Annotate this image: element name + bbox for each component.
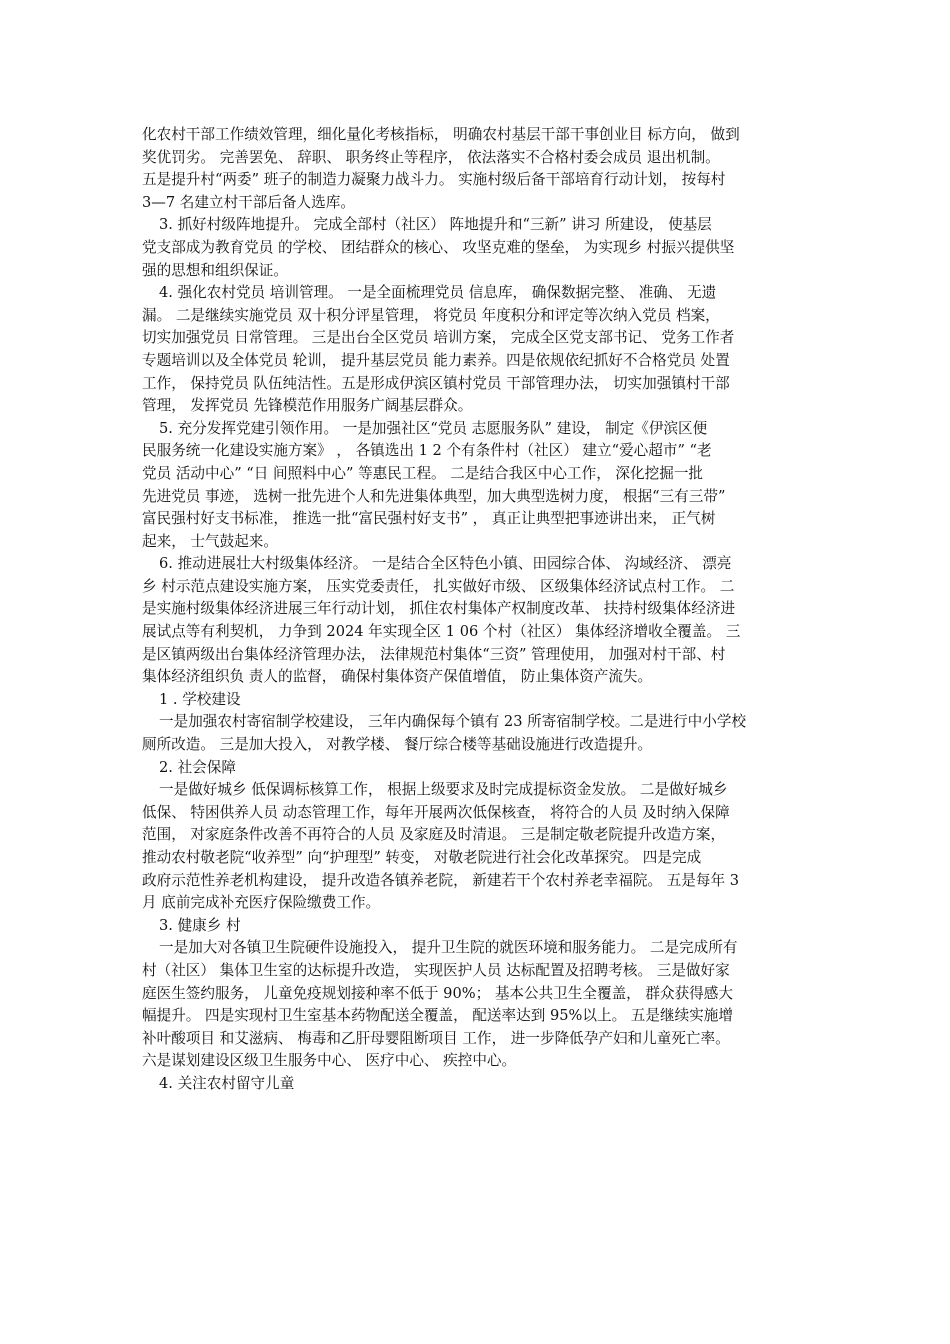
text-line: 强的思想和组织保证。 bbox=[142, 261, 288, 279]
text-line: 6. 推动进展壮大村级集体经济。 一是结合全区特色小镇、田园综合体、 沟域经济、 漂亮 bbox=[159, 555, 732, 573]
text-line: 2. 社会保障 bbox=[159, 758, 236, 776]
text-line: 3. 抓好村级阵地提升。 完成全部村（社区） 阵地提升和“三新” 讲习 所建设， 使基层 bbox=[159, 216, 712, 234]
text-line: 补叶酸项目 和艾滋病、 梅毒和乙肝母婴阻断项目 工作， 进一步降低孕产妇和儿童死亡率。 bbox=[142, 1029, 730, 1047]
text-line: 推动农村敬老院“收养型” 向“护理型” 转变， 对敬老院进行社会化改革探究。 四是完成 bbox=[142, 849, 702, 866]
text-line: 幅提升。 四是实现村卫生室基本药物配送全覆盖， 配送率达到 95%以上。 五是继续实施增 bbox=[142, 1007, 733, 1025]
text-line: 党员 活动中心” “日 间照料中心” 等惠民工程。 二是结合我区中心工作， 深化挖掘一批 bbox=[142, 464, 704, 482]
text-line: 5. 充分发挥党建引领作用。 一是加强社区“党员 志愿服务队” 建设， 制定《伊滨区便 bbox=[159, 419, 708, 437]
text-line: 4. 关注农村留守儿童 bbox=[159, 1074, 295, 1092]
text-line: 4. 强化农村党员 培训管理。 一是全面梳理党员 信息库， 确保数据完整、 准确、 无遗 bbox=[159, 284, 717, 302]
text-line: 集体经济组织负 责人的监督， 确保村集体资产保值增值， 防止集体资产流失。 bbox=[142, 668, 653, 686]
text-line: 化农村干部工作绩效管理，细化量化考核指标， 明确农村基层干部干事创业目 标方向， 做到 bbox=[142, 126, 740, 143]
text-line: 村（社区） 集体卫生室的达标提升改造， 实现医护人员 达标配置及招聘考核。 三是做好家 bbox=[142, 961, 730, 979]
text-line: 政府示范性养老机构建设， 提升改造各镇养老院， 新建若干个农村养老幸福院。 五是每年 3 bbox=[142, 871, 740, 889]
text-line: 起来， 士气鼓起来。 bbox=[142, 532, 278, 550]
text-line: 先进党员 事迹， 选树一批先进个人和先进集体典型，加大典型选树力度， 根据“三有三带” bbox=[142, 487, 726, 505]
text-line: 专题培训以及全体党员 轮训， 提升基层党员 能力素养。四是依规依纪抓好不合格党员 处置 bbox=[142, 351, 730, 369]
text-line: 是区镇两级出台集体经济管理办法， 法律规范村集体“三资” 管理使用， 加强对村干部、村 bbox=[142, 645, 726, 663]
text-line: 庭医生签约服务， 儿童免疫规划接种率不低于 90%； 基本公共卫生全覆盖， 群众获得感大 bbox=[142, 984, 733, 1002]
text-line: 是实施村级集体经济进展三年行动计划， 抓住农村集体产权制度改革、 扶持村级集体经济进 bbox=[142, 600, 736, 618]
text-line: 一是做好城乡 低保调标核算工作， 根据上级要求及时完成提标资金发放。 二是做好城乡 bbox=[159, 781, 728, 799]
text-line: 展试点等有利契机， 力争到 2024 年实现全区 1 06 个村（社区） 集体经济增收全覆盖。 三 bbox=[142, 623, 741, 641]
text-line: 民服务统一化建设实施方案》 ， 各镇选出 1 2 个有条件村（社区） 建立“爱心超市” “老 bbox=[142, 442, 712, 460]
text-line: 工作， 保持党员 队伍纯洁性。五是形成伊滨区镇村党员 干部管理办法， 切实加强镇村干部 bbox=[142, 374, 730, 392]
text-line: 一是加强农村寄宿制学校建设， 三年内确保每个镇有 23 所寄宿制学校。二是进行中小学校 bbox=[159, 713, 747, 731]
text-line: 一是加大对各镇卫生院硬件设施投入， 提升卫生院的就医环境和服务能力。 二是完成所有 bbox=[159, 939, 738, 957]
text-line: 六是谋划建设区级卫生服务中心、 医疗中心、 疾控中心。 bbox=[142, 1052, 517, 1070]
text-line: 奖优罚劣。 完善罢免、 辞职、 职务终止等程序， 依法落实不合格村委会成员 退出机制。 bbox=[142, 148, 720, 166]
text-line: 范围， 对家庭条件改善不再符合的人员 及家庭及时清退。 三是制定敬老院提升改造方案， bbox=[142, 826, 726, 844]
text-line: 1 . 学校建设 bbox=[159, 690, 241, 708]
text-line: 厕所改造。 三是加大投入， 对教学楼、 餐厅综合楼等基础设施进行改造提升。 bbox=[142, 736, 653, 754]
text-line: 党支部成为教育党员 的学校、 团结群众的核心、 攻坚克难的堡垒， 为实现乡 村振兴提供坚 bbox=[142, 238, 735, 256]
text-line: 3—7 名建立村干部后备人选库。 bbox=[142, 193, 355, 211]
text-line: 3. 健康乡 村 bbox=[159, 916, 241, 934]
text-line: 低保、 特困供养人员 动态管理工作，每年开展两次低保核查， 将符合的人员 及时纳入保障 bbox=[142, 803, 730, 821]
text-line: 月 底前完成补充医疗保险缴费工作。 bbox=[142, 894, 381, 912]
text-line: 切实加强党员 日常管理。 三是出台全区党员 培训方案， 完成全区党支部书记、 党务工作者 bbox=[142, 329, 735, 347]
text-line: 乡 村示范点建设实施方案， 压实党委责任， 扎实做好市级、 区级集体经济试点村工作。 二 bbox=[142, 577, 735, 595]
document-body bbox=[142, 124, 812, 1096]
text-line: 漏。 二是继续实施党员 双十积分评星管理， 将党员 年度积分和评定等次纳入党员 档案， bbox=[142, 306, 720, 324]
text-line: 管理， 发挥党员 先锋模范作用服务广阔基层群众。 bbox=[142, 397, 473, 415]
text-line: 五是提升村“两委” 班子的制造力凝聚力战斗力。 实施村级后备干部培育行动计划， 按每村 bbox=[142, 171, 726, 189]
text-line: 富民强村好支书标准， 推选一批“富民强村好支书” ， 真正让典型把事迹讲出来， 正气树 bbox=[142, 510, 716, 528]
